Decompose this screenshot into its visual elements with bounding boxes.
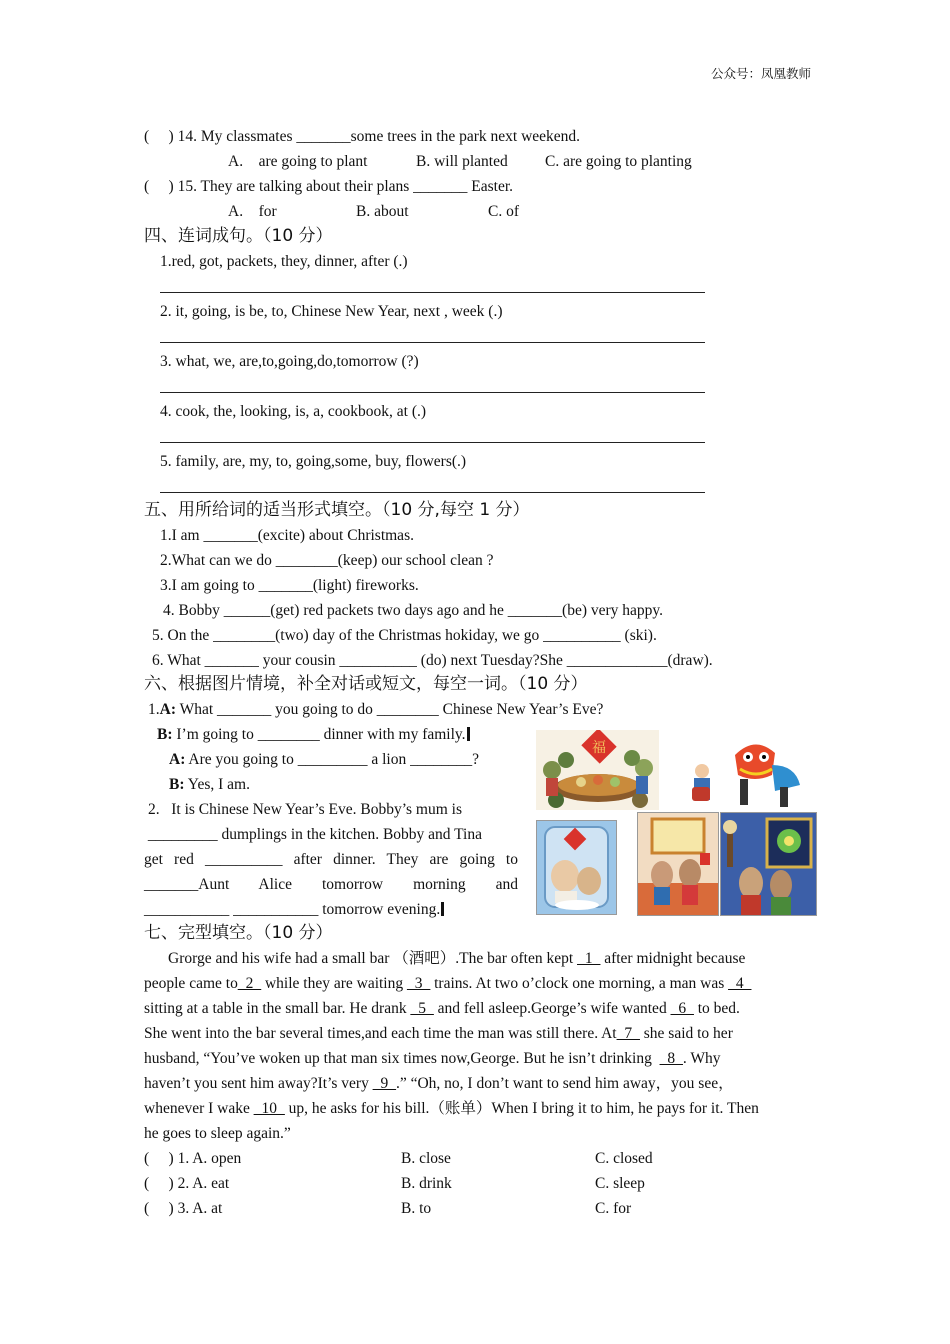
cloze-text: husband, “You’ve woken up that man six times now,George. But he isn’t drinking [144,1050,660,1067]
passage-line: get red __________ after dinner. They are going to [144,851,518,868]
cloze-line: he goes to sleep again.” [144,1125,291,1142]
sentence-item: 1.red, got, packets, they, dinner, after (.) [160,253,408,270]
cloze-option-2: ( ) 2. A. eat [144,1175,230,1192]
question-15-option-b: B. about [356,203,409,220]
dialogue-number: 1. [148,701,160,718]
cloze-text: people came to [144,975,238,992]
cloze-line [168,949,745,969]
blank-1: _1_ [577,950,601,967]
question-15-stem: ( ) 15. They are talking about their plans _______ Easter. [144,178,514,195]
sentence-item: 5. family, are, my, to, going,some, buy, flowers(.) [160,453,467,470]
watermark: 公众号：凤凰教师 [711,66,812,81]
text-cursor-mark [467,727,470,741]
passage-line [144,900,444,920]
cloze-line [144,999,740,1019]
question-14-stem: ( ) 14. My classmates _______some trees in the park next weekend. [144,128,581,145]
blank-7: _7_ [616,1025,640,1042]
answer-line [160,292,705,293]
question-14-option-c: C. are going to planting [545,153,692,170]
passage-line: _______Aunt Alice tomorrow morning and [144,876,518,893]
dialogue-line [148,700,603,720]
answer-line [160,492,705,493]
cloze-line [144,1074,734,1094]
cloze-text: haven’t you sent him away?It’s very [144,1075,373,1092]
cloze-line [144,1099,759,1119]
cloze-text: trains. At two o’clock one morning, a man was [430,975,729,992]
section-6-heading: 六、根据图片情境，补全对话或短文，每空一词。（10 分） [144,674,588,694]
question-15-option-a: A. for [228,203,277,220]
text-cursor-mark [441,902,444,916]
cloze-text: Grorge and his wife had a small bar （酒吧）.The bar often kept [168,950,578,967]
blank-5: _5_ [410,1000,434,1017]
dialogue-text: What _______ you going to do ________ Chinese New Year’s Eve? [175,701,604,718]
family-dinner-picture [536,730,659,810]
cloze-line [144,1049,720,1069]
passage-line: 2. It is Chinese New Year’s Eve. Bobby’s mum is [148,801,463,818]
speaker-label: B: [169,776,185,793]
cloze-text: She went into the bar several times,and each time the man was still there. At [144,1025,617,1042]
answer-line [160,442,705,443]
blank-6: _6_ [670,1000,694,1017]
blank-2: _2_ [237,975,262,992]
question-14-option-a: A. are going to plant [228,153,368,170]
dialogue-line [157,725,470,745]
speaker-label: B: [157,726,173,743]
cloze-text: she said to her [639,1025,733,1042]
speaker-label: A: [159,701,176,718]
blank-10: _10_ [253,1100,285,1117]
fill-item: 5. On the ________(two) day of the Christmas hokiday, we go __________ (ski). [152,627,657,644]
cloze-text: whenever I wake [144,1100,254,1117]
cloze-text: . Why [682,1050,721,1067]
cloze-text: and fell asleep.George’s wife wanted [433,1000,671,1017]
sentence-item: 4. cook, the, looking, is, a, cookbook, at (.) [160,403,427,420]
dialogue-text: Yes, I am. [184,776,250,793]
cloze-text: up, he asks for his bill.（账单）When I bring it to him, he pays for it. Then [284,1100,759,1117]
dialogue-line [169,775,250,795]
blank-9: _9_ [372,1075,396,1092]
cloze-option-1-c: C. closed [595,1150,653,1167]
dialogue-line [169,750,479,770]
dialogue-text: Are you going to _________ a lion ________? [185,751,479,768]
cloze-option-1: ( ) 1. A. open [144,1150,242,1167]
red-packets-picture [637,812,719,916]
blank-4: _4_ [728,975,752,992]
cloze-option-3: ( ) 3. A. at [144,1200,223,1217]
answer-line [160,392,705,393]
question-14-option-b: B. will planted [416,153,508,170]
cloze-text: to bed. [693,1000,740,1017]
dumplings-kitchen-picture [536,820,617,915]
cloze-option-2-b: B. drink [401,1175,452,1192]
fill-item: 3.I am going to _______(light) fireworks. [160,577,419,594]
fu-character: 福 [592,741,606,756]
cloze-text: while they are waiting [261,975,407,992]
section-5-heading: 五、用所给词的适当形式填空。（10 分,每空 1 分） [144,500,530,520]
answer-line [160,342,705,343]
fill-item: 1.I am _______(excite) about Christmas. [160,527,414,544]
dialogue-text: I’m going to ________ dinner with my family. [172,726,466,743]
section-7-heading: 七、完型填空。（10 分） [144,923,333,943]
speaker-label: A: [169,751,186,768]
sentence-item: 2. it, going, is be, to, Chinese New Year, next , week (.) [160,303,503,320]
fill-item: 4. Bobby ______(get) red packets two days ago and he _______(be) very happy. [163,602,664,619]
cloze-text: .” “Oh, no, I don’t want to send him away，you see， [395,1075,734,1092]
cloze-option-3-b: B. to [401,1200,432,1217]
fireworks-family-picture [720,812,817,916]
fill-item: 6. What _______ your cousin __________ (do) next Tuesday?She _____________(draw). [152,652,713,669]
cloze-option-2-c: C. sleep [595,1175,645,1192]
cloze-option-1-b: B. close [401,1150,451,1167]
cloze-text: sitting at a table in the small bar. He drank [144,1000,411,1017]
cloze-text: after midnight because [600,950,746,967]
passage-text: ___________ ___________ tomorrow evening. [144,901,441,918]
question-15-option-c: C. of [488,203,519,220]
cloze-line [144,1024,733,1044]
lion-dance-picture [680,735,815,811]
cloze-line [144,974,751,994]
blank-8: _8_ [659,1050,683,1067]
section-4-heading: 四、连词成句。（10 分） [144,226,333,246]
fill-item: 2.What can we do ________(keep) our school clean ? [160,552,494,569]
sentence-item: 3. what, we, are,to,going,do,tomorrow (?) [160,353,419,370]
cloze-option-3-c: C. for [595,1200,632,1217]
blank-3: _3_ [407,975,431,992]
passage-line: _________ dumplings in the kitchen. Bobby and Tina [144,826,482,843]
